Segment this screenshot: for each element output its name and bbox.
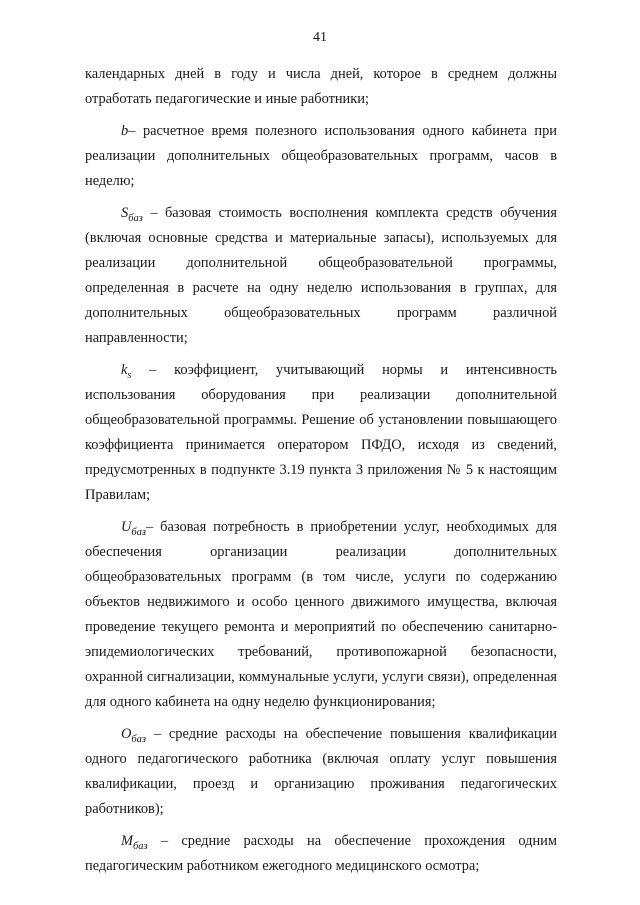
definition-k-s [85,358,557,508]
page-number: 41 [313,30,327,45]
subscript-baz: баз [131,526,147,538]
definition-text: – средние расходы на обеспечение прохождения одним педагогическим работником ежегодного медицинского осмотра; [85,833,557,874]
definition-b [85,119,557,194]
definition-text: – коэффициент, учитывающий нормы и интенсивность использования оборудования при реализации дополнительной общеобразовательной программы. Решение об установлении повышающего коэффициента принимается оператором ПФДО, исходя из сведений, предусмотренных в подпункте 3.19 пункта 3 приложения № 5 к настоящим Правилам; [85,362,557,503]
paragraph-continuation [85,62,557,112]
definition-text: – базовая стоимость восполнения комплекта средств обучения (включая основные средства и материальные запасы), используемых для реализации дополнительной общеобразовательной программы, определенная в расчете на одну неделю использования в группах, для дополнительных общеобразовательных программ различной направленности; [85,205,557,346]
paragraph-text: календарных дней в году и числа дней, которое в среднем должны отработать педагогические и иные работники; [85,66,557,107]
definition-u-baz [85,515,557,715]
subscript-baz: баз [128,212,143,224]
symbol-m: $M_{баз}$ [121,833,148,852]
symbol-o: $O_{баз}$ [121,726,147,745]
subscript-baz: баз [133,840,148,852]
symbol-b: b [121,123,129,139]
document-body [85,62,557,886]
definition-text: – средние расходы на обеспечение повышения квалификации одного педагогического работника (включая оплату услуг повышения квалификации, проезд и организацию проживания педагогических работников); [85,726,557,817]
definition-text: – расчетное время полезного использования одного кабинета при реализации дополнительных общеобразовательных программ, часов в неделю; [85,123,557,189]
symbol-k: $k_s$ [121,362,132,381]
subscript-baz: баз [131,733,147,745]
definition-text: – базовая потребность в приобретении услуг, необходимых для обеспечения организации реализации дополнительных общеобразовательных программ (в том числе, услуги по содержанию объектов недвижимого и особо ценного движимого имущества, включая проведение текущего ремонта и мероприятий по обеспечению санитарно-эпидемиологических требований, противопожарной безопасности, охранной сигнализации, коммунальные услуги, услуги связи), определенная для одного кабинета на одну неделю функционирования; [85,519,557,710]
symbol-u: $U_{баз}$ [121,519,147,538]
definition-o-baz [85,722,557,822]
subscript-s: s [127,369,132,381]
symbol-s: $S_{баз}$ [121,205,143,224]
definition-s-baz [85,201,557,351]
definition-m-baz [85,829,557,879]
